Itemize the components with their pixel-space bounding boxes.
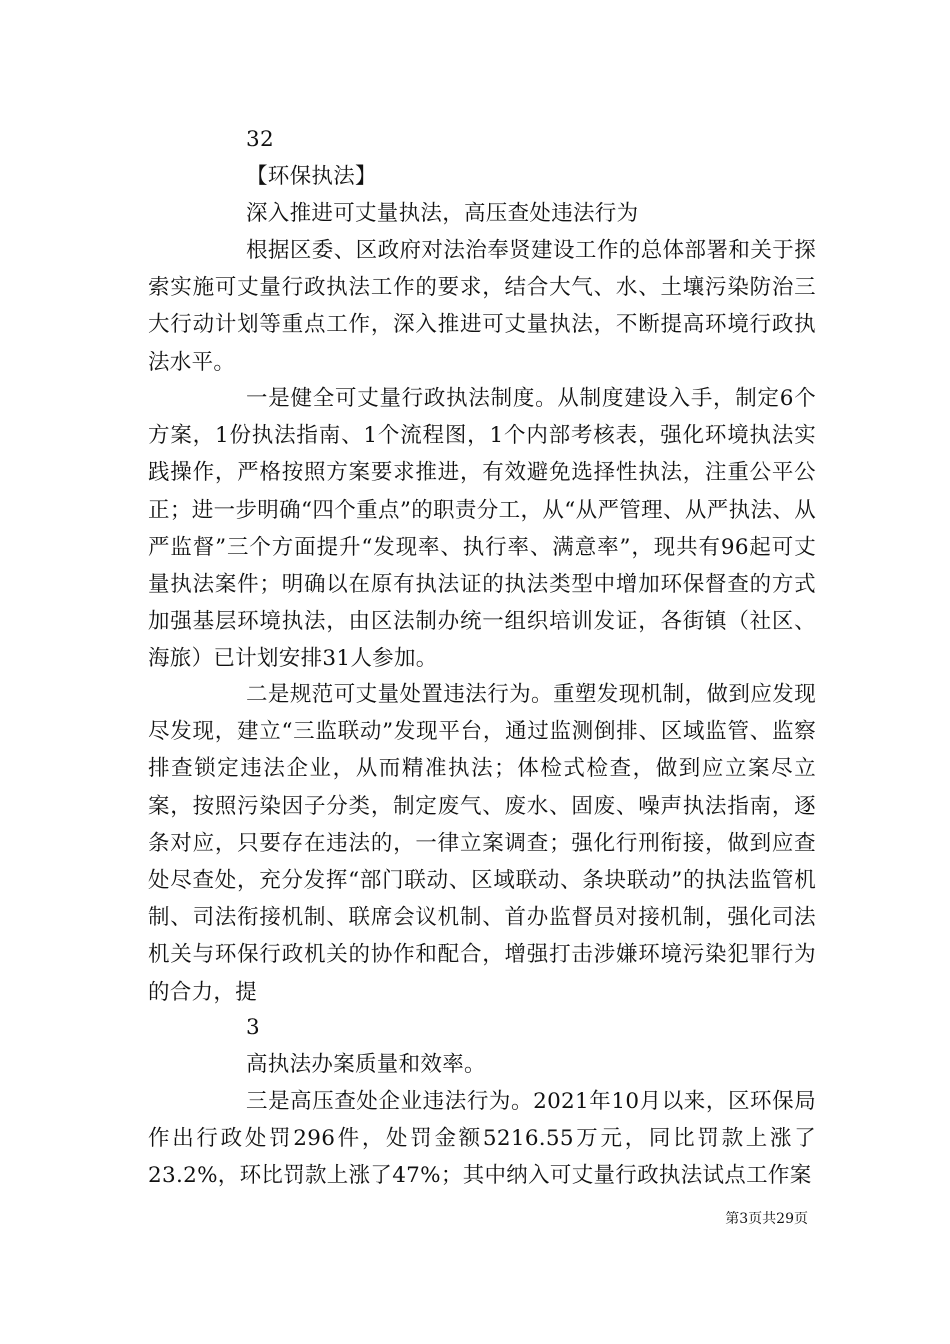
page-marker-top: 32 [246, 127, 274, 152]
section-label: 【环保执法】 [246, 164, 377, 189]
page-footer: 第3页共29页 [725, 1211, 808, 1227]
paragraph-continuation: 高执法办案质量和效率。 [246, 1052, 486, 1077]
heading: 深入推进可丈量执法，高压查处违法行为 [246, 201, 639, 226]
page-marker-mid: 3 [246, 1015, 260, 1040]
paragraph-intro: 根据区委、区政府对法治奉贤建设工作的总体部署和关于探索实施可丈量行政执法工作的要求，结合大气、水、土壤污染防治三大行动计划等重点工作，深入推进可丈量执法，不断提高环境行政执法水平。 [148, 238, 816, 375]
paragraph-one: 一是健全可丈量行政执法制度。从制度建设入手，制定6个方案，1份执法指南、1个流程图，1个内部考核表，强化环境执法实践操作，严格按照方案要求推进，有效避免选择性执法，注重公平公正；进一步明确“四个重点”的职责分工，从“从严管理、从严执法、从严监督”三个方面提升“发现率、执行率、满意率”，现共有96起可丈量执法案件；明确以在原有执法证的执法类型中增加环保督查的方式加强基层环境执法，由区法制办统一组织培训发证，各街镇（社区、海旅）已计划安排31人参加。 [148, 386, 816, 672]
paragraph-two: 二是规范可丈量处置违法行为。重塑发现机制，做到应发现尽发现，建立“三监联动”发现平台，通过监测倒排、区域监管、监察排查锁定违法企业，从而精准执法；体检式检查，做到应立案尽立案，按照污染因子分类，制定废气、废水、固废、噪声执法指南，逐条对应，只要存在违法的，一律立案调查；强化行刑衔接，做到应查处尽查处，充分发挥“部门联动、区域联动、条块联动”的执法监管机制、司法衔接机制、联席会议机制、首办监督员对接机制，强化司法机关与环保行政机关的协作和配合，增强打击涉嫌环境污染犯罪行为的合力，提 [148, 682, 816, 1005]
paragraph-three: 三是高压查处企业违法行为。2021年10月以来，区环保局作出行政处罚296件，处罚金额5216.55万元，同比罚款上涨了23.2%，环比罚款上涨了47%；其中纳入可丈量行政执法试点工作案 [148, 1089, 816, 1189]
